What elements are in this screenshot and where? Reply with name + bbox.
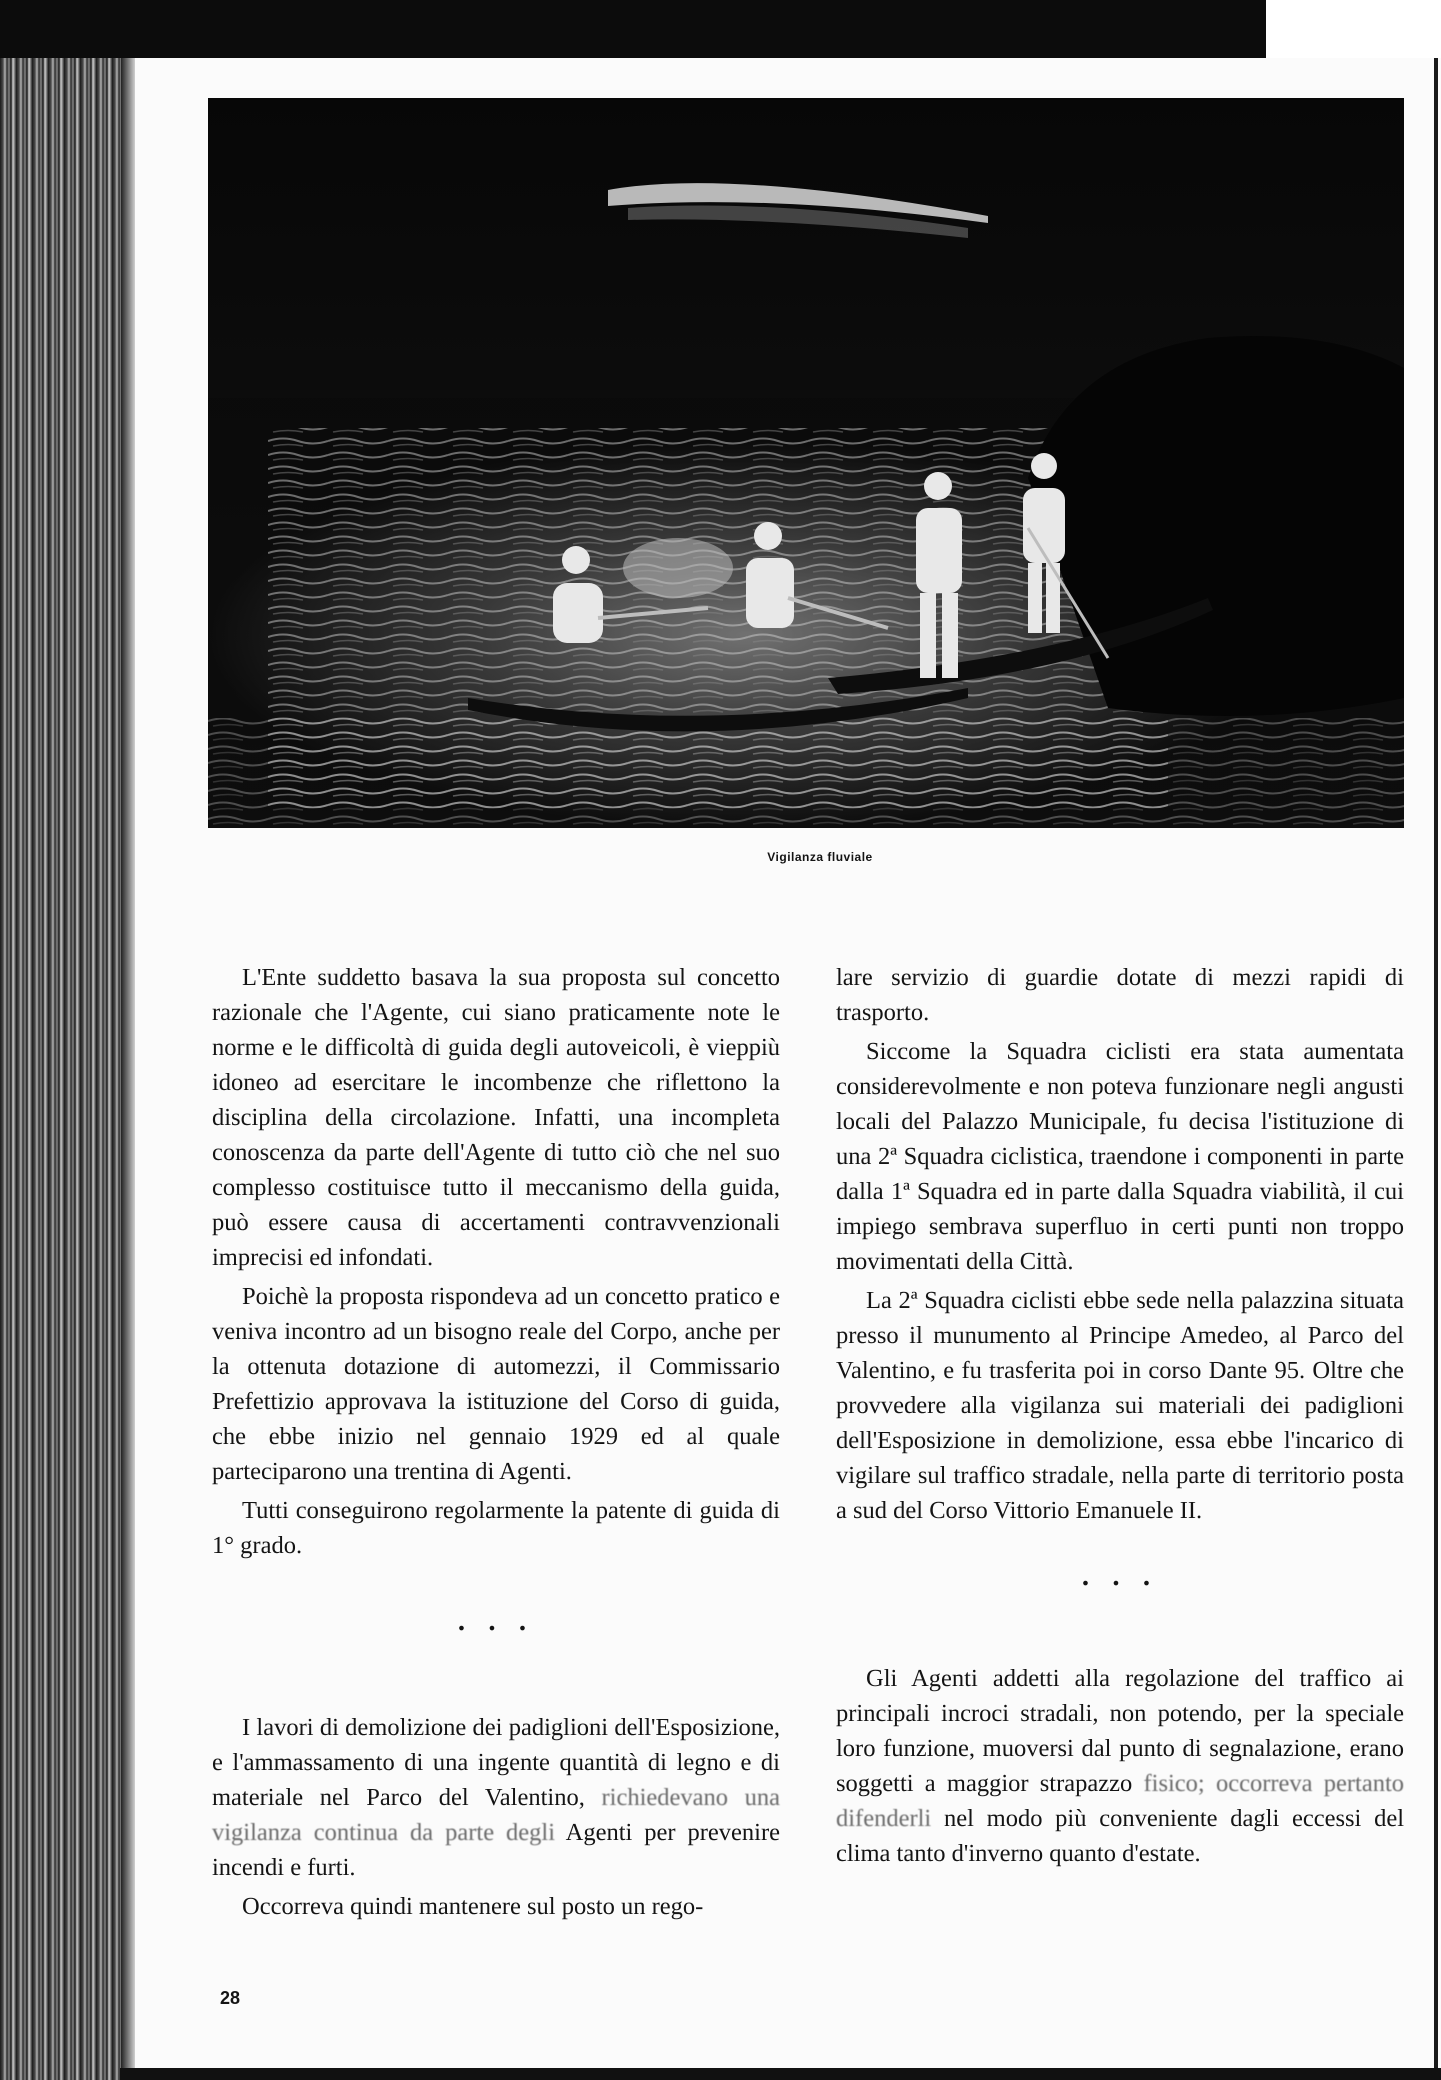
- right-separator: • • •: [1080, 1574, 1160, 1593]
- right-paragraph-4: [836, 1661, 1404, 1871]
- left-paragraph-4-end: Agenti per prevenire incendi e furti.: [212, 1819, 780, 1881]
- left-paragraph-3: Tutti conseguirono regolarmente la patente di guida di 1° grado.: [212, 1497, 780, 1559]
- right-paragraph-1: lare servizio di guardie dotate di mezzi rapidi di trasporto.: [836, 964, 1404, 1026]
- right-paragraph-4-start: Gli Agenti addetti alla regolazione del traffico ai principali incroci stradali, non potendo, per la speciale loro funzione, muoversi dal punto di segnalazione, erano soggetti a maggior strapazzo: [836, 1665, 1404, 1797]
- photo-river-patrol-icon: [208, 98, 1404, 828]
- left-paragraph-2: Poichè la proposta rispondeva ad un concetto pratico e veniva incontro ad un bisogno reale del Corpo, anche per la ottenuta dotazione di automezzi, il Commissario Prefettizio approvava la istituzione del Corso di guida, che ebbe inizio nel gennaio 1929 ed al quale parteciparono una trentina di Agenti.: [212, 1283, 780, 1485]
- photo-caption: Vigilanza fluviale: [767, 850, 873, 864]
- left-paragraph-4-start: I lavori di demolizione dei padiglioni dell'Esposizione, e l'ammassamento di una ingente quantità di legno e di materiale nel Parco del Valentino,: [212, 1714, 780, 1811]
- right-column: [836, 960, 1404, 1871]
- right-paragraph-4-faded: fisico; occorreva pertanto difenderli: [836, 1770, 1404, 1832]
- left-column: [212, 960, 780, 1924]
- left-separator: • • •: [456, 1619, 536, 1638]
- scan-right-edge: [1434, 58, 1438, 2080]
- left-paragraph-4: [212, 1710, 780, 1885]
- book-page-edges: [0, 58, 135, 2080]
- scan-top-band: [0, 0, 1441, 60]
- left-paragraph-4-faded: richiedevano una vigilanza continua da parte degli: [212, 1784, 781, 1846]
- river-patrol-photo: [208, 98, 1404, 828]
- page-number: 28: [220, 1988, 241, 2008]
- left-paragraph-5: Occorreva quindi mantenere sul posto un rego-: [242, 1893, 704, 1920]
- scan-bottom-band: [120, 2068, 1441, 2080]
- scan-top-notch: [1266, 0, 1441, 58]
- left-paragraph-1: L'Ente suddetto basava la sua proposta sul concetto razionale che l'Agente, cui siano praticamente note le norme e le difficoltà di guida degli autoveicoli, è vieppiù idoneo ad esercitare le incombenze che riflettono la disciplina della circolazione. Infatti, una incompleta conoscenza da parte dell'Agente di tutto ciò che nel suo complesso costituisce tutto il meccanismo della guida, può essere causa di accertamenti contravvenzionali imprecisi ed infondati.: [212, 964, 780, 1271]
- right-paragraph-2: Siccome la Squadra ciclisti era stata aumentata considerevolmente e non poteva funzionare negli angusti locali del Palazzo Municipale, fu decisa l'istituzione di una 2ª Squadra ciclistica, traendone i componenti in parte dalla 1ª Squadra ed in parte dalla Squadra viabilità, il cui impiego sembrava superfluo in certi punti non troppo movimentati della Città.: [836, 1038, 1404, 1275]
- right-paragraph-3: La 2ª Squadra ciclisti ebbe sede nella palazzina situata presso il munumento al Principe Amedeo, al Parco del Valentino, e fu trasferita poi in corso Dante 95. Oltre che provvedere alla vigilanza sui materiali dei padiglioni dell'Esposizione in demolizione, essa ebbe l'incarico di vigilare sul traffico stradale, nella parte di territorio posta a sud del Corso Vittorio Emanuele II.: [836, 1287, 1404, 1524]
- right-paragraph-4-end: nel modo più conveniente dagli eccessi del clima tanto d'inverno quanto d'estate.: [836, 1805, 1405, 1867]
